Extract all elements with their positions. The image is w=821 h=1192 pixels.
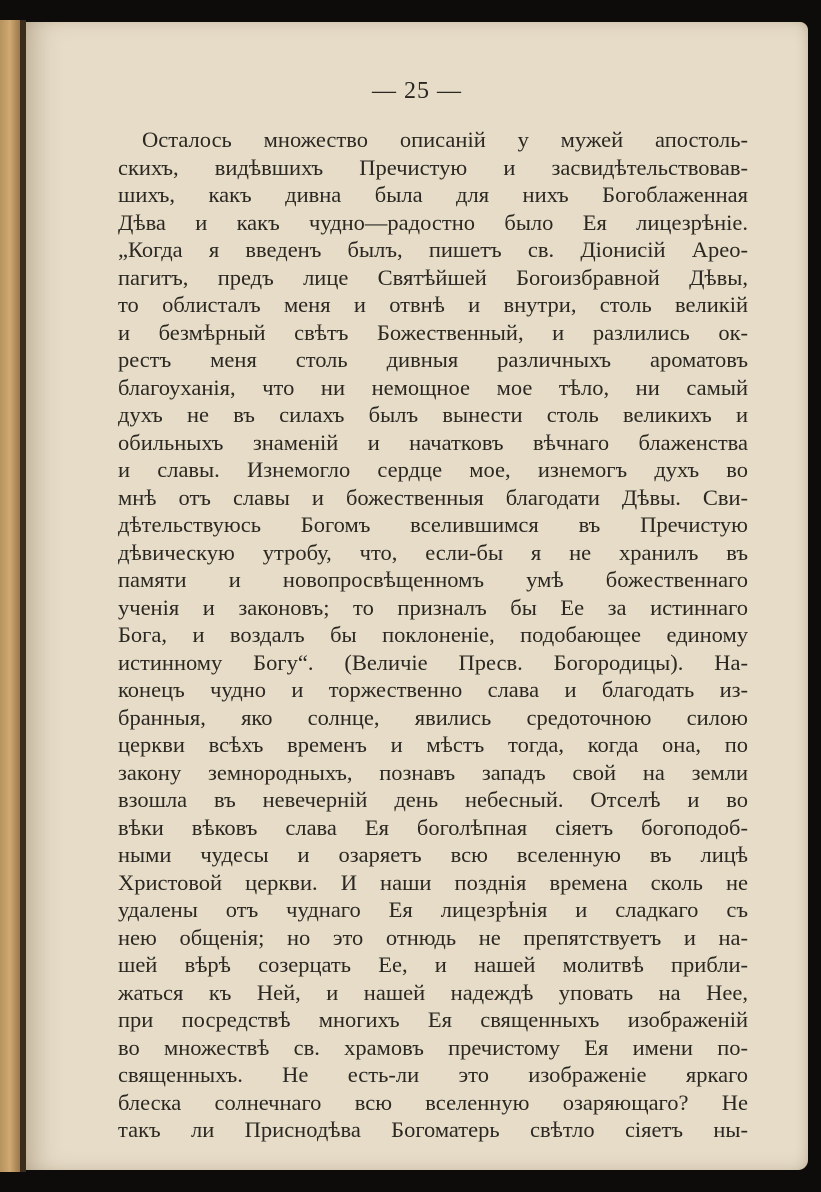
- text-line: дѣтельствуюсь Богомъ вселившимся въ Пречистую: [118, 512, 748, 537]
- text-line: истинному Богу“. (Величіе Пресв. Богородицы). На-: [118, 649, 748, 675]
- text-line: и славы. Изнемогло сердце мое, изнемогъ духъ во: [118, 457, 748, 482]
- text-line: конецъ чудно и торжественно слава и благодать из-: [118, 677, 748, 702]
- text-body: [118, 126, 748, 1144]
- text-line: скихъ, видѣвшихъ Пречистую и засвидѣтельствовав-: [118, 154, 748, 180]
- text-line: при посредствѣ многихъ Ея священныхъ изображеній: [118, 1007, 748, 1032]
- text-line: Осталось множество описаній у мужей апостоль-: [142, 127, 748, 152]
- text-line: Бога, и воздалъ бы поклоненіе, подобающее единому: [118, 622, 748, 647]
- book-spine: [0, 20, 22, 1172]
- text-line: то облисталъ меня и отвнѣ и внутри, столь великій: [118, 292, 748, 317]
- text-line: „Когда я введенъ былъ, пишетъ св. Діонисій Арео-: [118, 237, 748, 262]
- text-line: такъ ли Приснодѣва Богоматерь свѣтло сіяетъ ны-: [118, 1117, 748, 1142]
- text-line: блеска солнечнаго всю вселенную озаряющаго? Не: [118, 1089, 748, 1115]
- text-line: во множествѣ св. храмовъ пречистому Ея имени по-: [118, 1034, 748, 1060]
- text-line: ученія и законовъ; то призналъ бы Ее за истиннаго: [118, 594, 748, 620]
- text-line: памяти и новопросвѣщенномъ умѣ божественнаго: [118, 567, 748, 592]
- text-line: жаться къ Ней, и нашей надеждѣ уповать на Нее,: [118, 979, 748, 1005]
- text-line: шихъ, какъ дивна была для нихъ Богоблаженная: [118, 182, 748, 207]
- text-line: Христовой церкви. И наши позднія времена сколь не: [118, 869, 748, 895]
- page-number: — 25 —: [372, 78, 462, 104]
- book-page: [26, 22, 808, 1170]
- text-line: обильныхъ знаменій и начатковъ вѣчнаго блаженства: [118, 429, 748, 455]
- text-line: бранныя, яко солнце, явились средоточною силою: [118, 704, 748, 730]
- text-line: взошла въ невечерній день небесный. Отселѣ и во: [118, 787, 748, 812]
- text-line: шей вѣрѣ созерцать Ее, и нашей молитвѣ прибли-: [118, 952, 748, 977]
- text-line: Дѣва и какъ чудно—радостно было Ея лицезрѣніе.: [118, 209, 748, 235]
- text-line: церкви всѣхъ временъ и мѣстъ тогда, когда она, по: [118, 732, 748, 757]
- text-line: рестъ меня столь дивныя различныхъ ароматовъ: [118, 347, 748, 372]
- text-line: ными чудесы и озаряетъ всю вселенную въ лицѣ: [118, 842, 748, 867]
- text-line: духъ не въ силахъ былъ вынести столь великихъ и: [118, 402, 748, 427]
- text-line: священныхъ. Не есть-ли это изображеніе яркаго: [118, 1062, 748, 1087]
- text-line: благоуханія, что ни немощное мое тѣло, ни самый: [118, 374, 748, 400]
- text-line: и безмѣрный свѣтъ Божественный, и разлились ок-: [118, 319, 748, 345]
- text-line: нею общенія; но это отнюдь не препятствуетъ и на-: [118, 924, 748, 950]
- text-line: дѣвическую утробу, что, если-бы я не хранилъ въ: [118, 539, 748, 565]
- text-line: вѣки вѣковъ слава Ея боголѣпная сіяетъ богоподоб-: [118, 814, 748, 840]
- text-line: закону земнородныхъ, познавъ западъ свой на земли: [118, 759, 748, 785]
- text-line: удалены отъ чуднаго Ея лицезрѣнія и сладкаго съ: [118, 897, 748, 922]
- text-line: мнѣ отъ славы и божественныя благодати Дѣвы. Сви-: [118, 484, 748, 510]
- text-line: пагитъ, предъ лице Святѣйшей Богоизбравной Дѣвы,: [118, 264, 748, 290]
